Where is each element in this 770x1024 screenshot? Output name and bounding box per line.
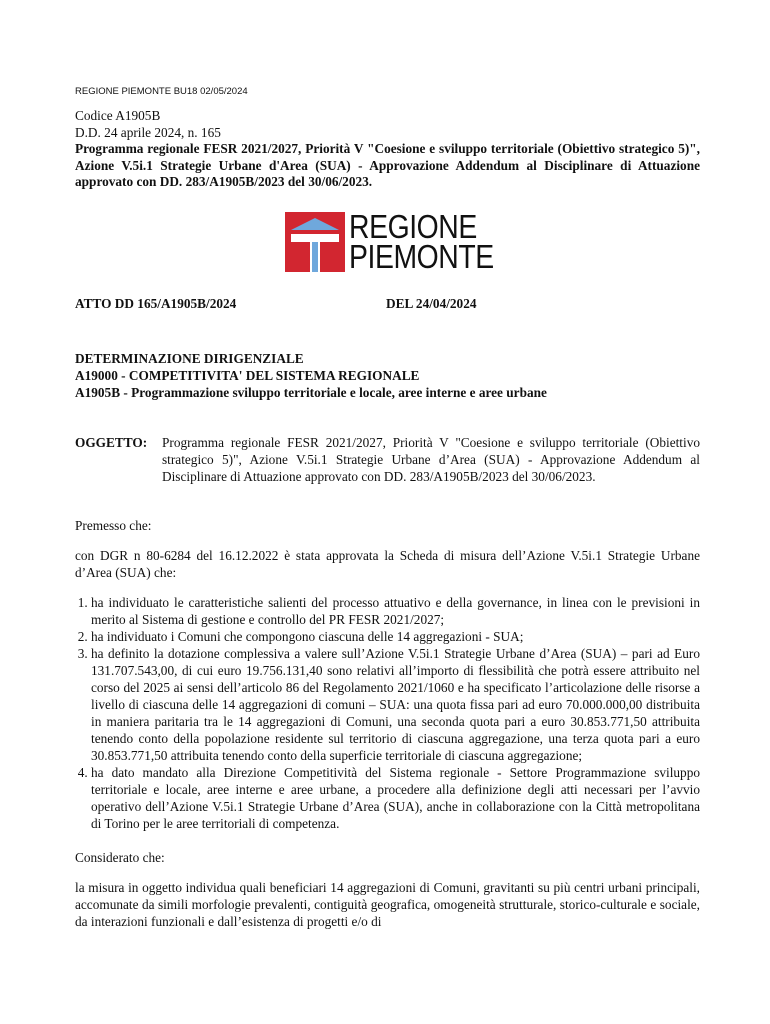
- logo-wordmark: [349, 208, 494, 275]
- determinazione-heading: DETERMINAZIONE DIRIGENZIALE: [75, 351, 304, 366]
- dgr-list: [75, 594, 700, 832]
- code-line: Codice A1905B: [75, 108, 161, 123]
- oggetto-text: Programma regionale FESR 2021/2027, Priorità V "Coesione e sviluppo territoriale (Obiettivo strategico 5)", Azione V.5i.1 Strategie Urbane d’Area (SUA) - Approvazione Addendum al Disciplinare di Attuazione approvato con DD. 283/A1905B/2023 del 30/06/2023.: [162, 435, 700, 484]
- considerato-heading: Considerato che:: [75, 850, 165, 865]
- dgr-paragraph: con DGR n 80-6284 del 16.12.2022 è stata approvata la Scheda di misura dell’Azione V.5i.1 Strategie Urbane d’Area (SUA) che:: [75, 548, 700, 580]
- regione-piemonte-logo: [285, 208, 494, 275]
- atto-number: ATTO DD 165/A1905B/2024: [75, 296, 237, 311]
- dd-line: D.D. 24 aprile 2024, n. 165: [75, 124, 221, 140]
- direzione-line: A19000 - COMPETITIVITA' DEL SISTEMA REGIONALE: [75, 368, 420, 383]
- bulletin-header: REGIONE PIEMONTE BU18 02/05/2024: [75, 86, 248, 97]
- logo-line-1: REGIONE: [349, 208, 477, 245]
- atto-date: DEL 24/04/2024: [386, 296, 477, 311]
- misura-paragraph: la misura in oggetto individua quali beneficiari 14 aggregazioni di Comuni, gravitanti su più centri urbani principali, accomunate da simili morfologie prevalenti, contiguità geografica, omogeneità strutturale, storico-culturale e sociale, da interazioni funzionali e dall’esistenza di progetti e/o di: [75, 880, 700, 929]
- list-item: 1. ha individuato le caratteristiche salienti del processo attuativo e della governance, in linea con le previsioni in merito al Sistema di gestione e controllo del PR FESR 2021/2027;: [91, 594, 700, 628]
- premesso-heading: Premesso che:: [75, 518, 152, 533]
- determinazione-block: [75, 350, 715, 401]
- document-body: [75, 517, 700, 943]
- settore-line: A1905B - Programmazione sviluppo territoriale e locale, aree interne e aree urbane: [75, 385, 547, 400]
- oggetto-block: [75, 434, 700, 485]
- document-intro: [75, 108, 700, 191]
- flag-emblem-icon: [285, 212, 345, 272]
- oggetto-label: OGGETTO:: [75, 435, 148, 450]
- list-item: 2. ha individuato i Comuni che compongono ciascuna delle 14 aggregazioni - SUA;: [91, 628, 700, 645]
- list-item: 4. ha dato mandato alla Direzione Competitività del Sistema regionale - Settore Programmazione sviluppo territoriale e locale, aree interne e aree urbane, a procedere alla definizione degli atti necessari per l’avvio operativo dell’Azione V.5i.1 Strategie Urbane d’Area (SUA), anche in collaborazione con la Città metropolitana di Torino per le aree territoriali di competenza.: [91, 764, 700, 832]
- logo-line-2: PIEMONTE: [349, 238, 494, 275]
- list-item: 3. ha definito la dotazione complessiva a valere sull’Azione V.5i.1 Strategie Urbane d’Area (SUA) – pari ad Euro 131.707.543,00, di cui euro 19.756.131,40 sono relativi all’importo di flessibilità che potrà essere attribuito nel corso del 2025 ai sensi dell’articolo 86 del Regolamento 2021/1060 e ha specificato l’articolazione delle risorse a livello di ciascuna delle 14 aggregazioni di comuni – SUA: una quota fissa pari ad euro 70.000.000,00 distribuita in maniera paritaria tra le 14 aggregazioni di Comuni, una seconda quota pari a euro 30.853.771,50 attribuita tenendo conto della popolazione residente sul territorio di ciascuna aggregazione, una terza quota pari a euro 30.853.771,50 attribuita tenendo conto della superficie territoriale di ciascuna aggregazione;: [91, 645, 700, 764]
- document-title: Programma regionale FESR 2021/2027, Priorità V "Coesione e sviluppo territoriale (Obiettivo strategico 5)", Azione V.5i.1 Strategie Urbane d'Area (SUA) - Approvazione Addendum al Disciplinare di Attuazione approvato con DD. 283/A1905B/2023 del 30/06/2023.: [75, 141, 700, 189]
